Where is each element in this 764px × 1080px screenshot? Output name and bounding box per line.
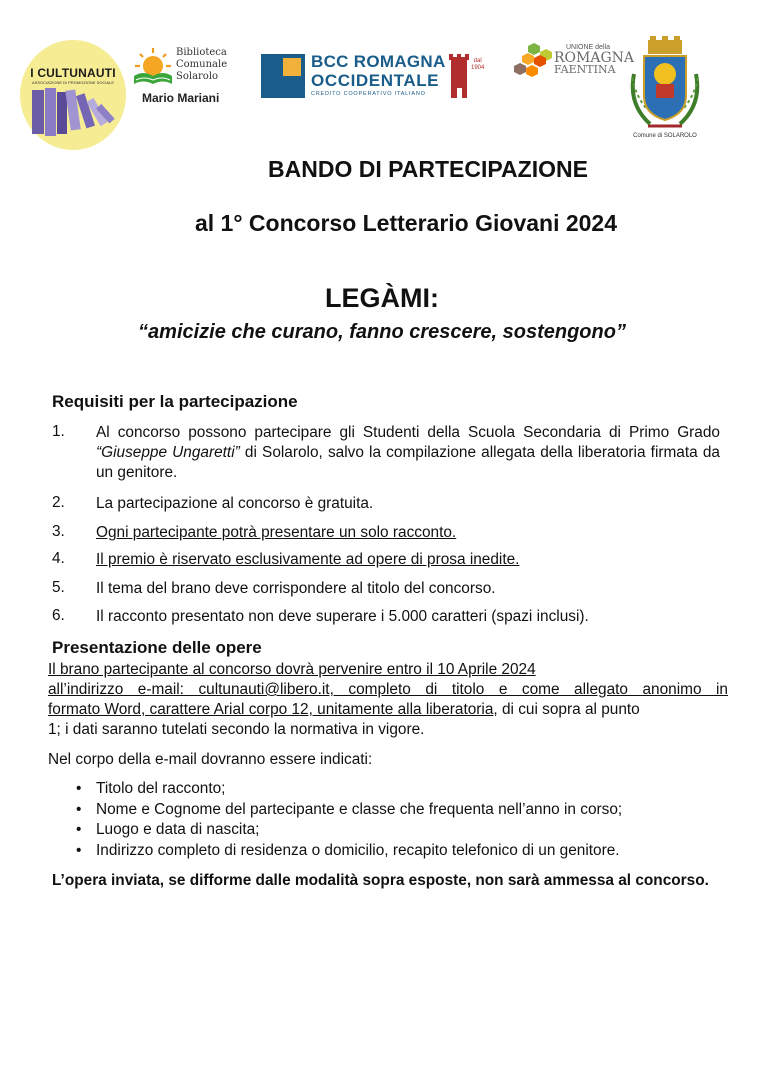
item-number: 2.: [52, 494, 65, 511]
item-number: 4.: [52, 550, 65, 567]
format-line: [48, 700, 728, 720]
theme-motto: “amicizie che curano, fanno crescere, sostengono”: [138, 321, 626, 343]
bcc-line-3: CREDITO COOPERATIVO ITALIANO: [311, 91, 426, 97]
hexagon-cluster-icon: [510, 40, 556, 84]
list-item: • Luogo e data di nascita;: [76, 820, 726, 841]
email-requirements-list: [76, 779, 726, 861]
biblioteca-logo: [132, 46, 232, 110]
item-text: Il racconto presentato non deve superare i 5.000 caratteri (spazi inclusi).: [96, 608, 589, 625]
format-text: formato Word, carattere Arial corpo 12, unitamente alla liberatoria: [48, 701, 494, 718]
item-number: 6.: [52, 607, 65, 624]
bcc-square-mark: [261, 54, 305, 98]
title-concorso: al 1° Concorso Letterario Giovani 2024: [194, 210, 618, 236]
cultunauti-subtitle: ASSOCIAZIONE DI PROMOZIONE SOCIALE: [32, 80, 115, 85]
title-bando: BANDO DI PARTECIPAZIONE: [268, 156, 588, 182]
list-item: • Nome e Cognome del partecipante e classe che frequenta nell’anno in corso;: [76, 800, 726, 821]
list-item: • Titolo del racconto;: [76, 779, 726, 800]
list-item: • Indirizzo completo di residenza o domicilio, recapito telefonico di un genitore.: [76, 841, 726, 862]
admission-warning: L’opera inviata, se difforme dalle modalità sopra esposte, non sarà ammessa al concorso.: [52, 872, 709, 889]
privacy-line: 1; i dati saranno tutelati secondo la normativa in vigore.: [48, 721, 425, 738]
section-presentazione-title: Presentazione delle opere: [52, 638, 262, 657]
biblioteca-name: Mario Mariani: [142, 91, 220, 105]
bcc-year: 1904: [471, 65, 485, 71]
coat-of-arms-icon: [620, 34, 710, 134]
item-number: 5.: [52, 579, 65, 596]
theme-title: LEGÀMI:: [325, 283, 439, 313]
item-text: Il premio è riservato esclusivamente ad opere di prosa inedite.: [96, 551, 520, 568]
tower-icon: [449, 52, 471, 98]
bcc-line-2: OCCIDENTALE: [311, 71, 440, 90]
item-text-b: di Solarolo, salvo la compilazione allegata della liberatoria firmata da un genitore.: [96, 444, 720, 481]
comune-logo: [620, 34, 710, 144]
bcc-since: [471, 58, 484, 72]
cultunauti-logo: [20, 40, 126, 150]
comune-name: Comune di SOLAROLO: [633, 133, 697, 139]
item-text: Il tema del brano deve corrispondere al titolo del concorso.: [96, 580, 496, 597]
unione-small: UNIONE della: [566, 44, 610, 51]
submission-paragraph: [48, 660, 728, 740]
school-name: “Giuseppe Ungaretti”: [96, 444, 240, 461]
books-icon: [32, 84, 116, 140]
item-text: La partecipazione al concorso è gratuita.: [96, 495, 374, 512]
sun-book-icon: [132, 46, 176, 88]
biblioteca-line-3: Solarolo: [176, 71, 219, 82]
bcc-dal: dal: [473, 58, 482, 64]
biblioteca-line-2: Comunale: [176, 59, 228, 70]
biblioteca-line-1: Biblioteca: [176, 47, 227, 58]
unione-line-2: FAENTINA: [554, 63, 616, 76]
unione-logo: [510, 40, 635, 90]
deadline-line: Il brano partecipante al concorso dovrà pervenire entro il 10 Aprile 2024: [48, 661, 536, 678]
section-requisiti-title: Requisiti per la partecipazione: [52, 392, 298, 411]
item-number: 1.: [52, 423, 65, 440]
item-text-a: Al concorso possono partecipare gli Studenti della Scuola Secondaria di Primo Grado: [96, 424, 720, 441]
bcc-logo: [261, 52, 491, 102]
email-line: all’indirizzo e-mail: cultunauti@libero.it, completo di titolo e come allegato anonimo in: [48, 681, 728, 698]
logo-bar: [0, 0, 764, 150]
unione-line-1: ROMAGNA: [554, 50, 635, 66]
bcc-line-1: BCC ROMAGNA: [311, 52, 446, 71]
cultunauti-title: I CULTUNAUTI: [30, 66, 116, 80]
item-number: 3.: [52, 523, 65, 540]
email-body-intro: Nel corpo della e-mail dovranno essere indicati:: [48, 751, 373, 768]
item-text: [96, 423, 720, 483]
item-text: Ogni partecipante potrà presentare un solo racconto.: [96, 524, 457, 541]
format-rest: , di cui sopra al punto: [493, 701, 640, 718]
